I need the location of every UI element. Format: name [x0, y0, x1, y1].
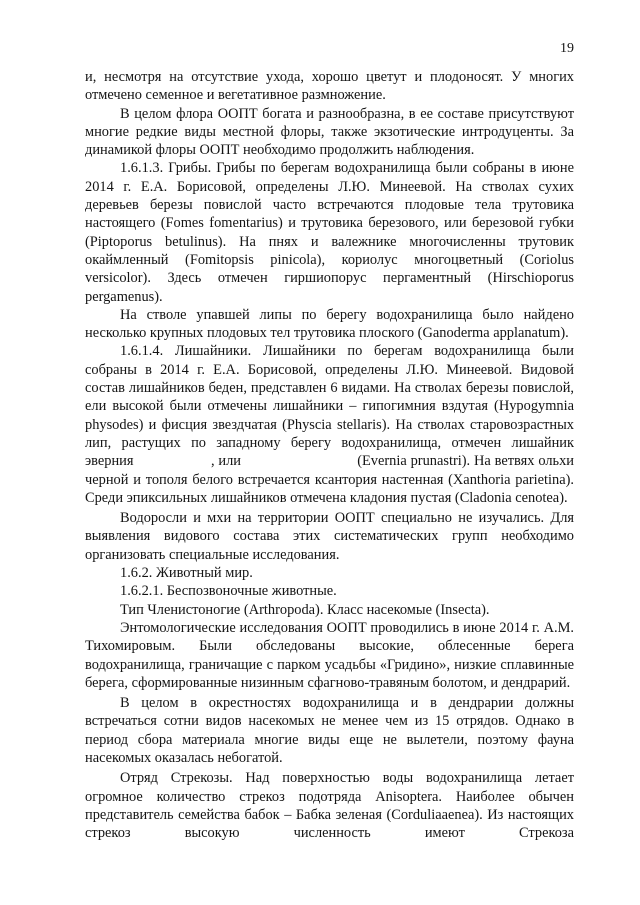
paragraph-continuation: и, несмотря на отсутствие ухода, хорошо цветут и плодоносят. У многих отмечено семенное и вегетативное размножение. — [85, 69, 574, 104]
section-heading-fauna: 1.6.2. Животный мир. — [120, 565, 253, 582]
page-number: 19 — [560, 41, 574, 56]
paragraph-lichens: 1.6.1.4. Лишайники. Лишайники по берегам водохранилища были собраны в 2014 г. Е.А. Борисовой, определены Л.Ю. Минеевой. Видовой состав лишайников беден, представлен 6 видами. На стволах березы повислой, ели высокой были отмечены лишайники – гипогимния вздутая (Hypogymnia physodes) и фисция звездчатая (Physcia stellaris). На стволах старовозрастных лип, растущих по западному берегу водохранилища, отмечен лишайник эверния , или (Evernia prunastri). На ветвях ольхи черной и тополя белого встречается ксантория настенная (Xanthoria parietina). Среди эпиксильных лишайников отмечена кладония пустая (Cladonia cenotea). — [85, 343, 578, 506]
paragraph-algae-mosses: Водоросли и мхи на территории ООПТ специально не изучались. Для выявления видового состава этих систематических групп необходимо организовать специальные исследования. — [85, 510, 574, 563]
paragraph-entomology: Энтомологические исследования ООПТ проводились в июне 2014 г. А.М. Тихомировым. Были обследованы высокие, облесенные берега водохранилища, граничащие с парком усадьбы «Гридино», низкие сплавинные берега, сформированные низинным сфагново-травяным болотом, и дендрарий. — [85, 619, 574, 691]
paragraph-flora-summary: В целом флора ООПТ богата и разнообразна, в ее составе присутствуют многие редкие виды местной флоры, также экзотические интродуценты. За динамикой флоры ООПТ необходимо продолжить наблюдения. — [85, 105, 574, 159]
paragraph-dragonflies: Отряд Стрекозы. Над поверхностью воды водохранилища летает огромное количество стрекоз подотряда Anisoptera. Наиболее обычен представитель семейства бабок – Бабка зеленая (Corduliaaenea). Из настоящих стрекоз высокую численность имеют Стрекоза — [85, 770, 574, 842]
paragraph-arthropoda: Тип Членистоногие (Arthropoda). Класс насекомые (Insecta). — [120, 601, 490, 618]
paragraph-insect-orders: В целом в окрестностях водохранилища и в дендрарии должны встречаться сотни видов насекомых не менее чем из 15 отрядов. Однако в период сбора материала многие виды еще не вылетели, поэтому фауна насекомых оказалась небогатой. — [85, 695, 574, 766]
section-heading-invertebrates: 1.6.2.1. Беспозвоночные животные. — [120, 583, 337, 600]
paragraph-fungi: 1.6.1.3. Грибы. Грибы по берегам водохранилища были собраны в июне 2014 г. Е.А. Борисовой, определены Л.Ю. Минеевой. На стволах сухих деревьев березы повислой часто встречаются плодовые тела трутовика настоящего (Fomes fomentarius) и трутовика березового, или березовой губки (Piptoporus betulinus). На пнях и валежнике многочисленны трутовик окаймленный (Fomitopsis pinicola), кориолус многоцветный (Coriolus versicolor). Здесь отмечен гиршиопорус пергаментный (Hirschioporus pergamenus). — [85, 160, 574, 305]
paragraph-ganoderma: На стволе упавшей липы по берегу водохранилища было найдено несколько крупных плодовых тел трутовика плоского (Ganoderma applanatum). — [85, 306, 574, 342]
